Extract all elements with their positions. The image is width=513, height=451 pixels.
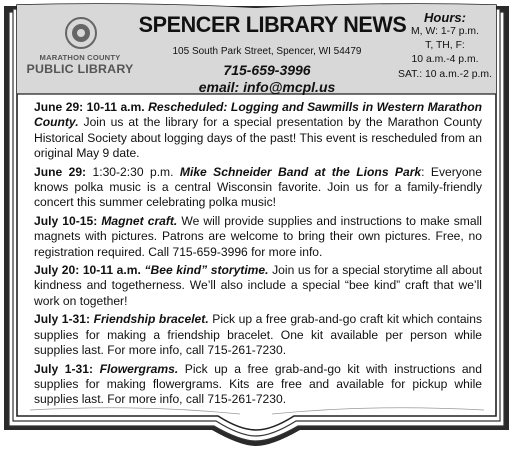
event-item	[34, 312, 482, 358]
event-description: Pick up a free grab-and-go kit with instructions and supplies for making flowergrams. Kits are free and available for pickup while supplies last. For more info, call 715-261-7230.	[34, 361, 482, 407]
event-description: Pick up a free grab-and-go craft kit which contains supplies for making a friendship bracelet. One kit available per person while supplies last. For more info, call 715-261-7230.	[34, 312, 483, 358]
library-address: 105 South Park Street, Spencer, WI 54479	[172, 46, 362, 57]
newsletter-title: SPENCER LIBRARY NEWS	[138, 12, 407, 37]
event-name: Mike Schneider Band at the Lions Park	[179, 164, 422, 179]
hours-line: M, W: 1-7 p.m.	[411, 26, 479, 37]
event-item	[34, 100, 482, 162]
event-date: June 29: 10-11 a.m.	[34, 100, 145, 114]
event-name: Friendship bracelet.	[93, 312, 209, 327]
event-item	[34, 362, 482, 408]
library-logo-icon	[64, 16, 98, 50]
event-date: July 1-31:	[34, 361, 93, 376]
logo-text-library: PUBLIC LIBRARY	[26, 62, 134, 76]
event-name: Magnet craft.	[101, 213, 178, 228]
hours-line: SAT.: 10 a.m.-2 p.m.	[398, 68, 492, 80]
event-date: July 10-15:	[34, 213, 98, 228]
event-name: “Bee kind” storytime.	[144, 263, 269, 278]
event-item	[34, 165, 482, 211]
event-description: We will provide supplies and instructions to make small magnets with pictures. Patrons are welcome to bring their own pictures. Free, no registration required. Call 715-659-3996 for more info.	[34, 213, 482, 259]
event-description: Join us at the library for a special presentation by the Marathon County Historical Society about logging days of the past! This event is rescheduled from an original May 9 date.	[34, 115, 482, 161]
hours-line: T, TH, F:	[425, 40, 465, 52]
event-date: July 20: 10-11 a.m.	[34, 263, 141, 278]
event-description: Join us for a special storytime all about kindness and togetherness. We’ll also include a special “bee kind” craft that we’ll work on together!	[34, 263, 482, 308]
event-time: 1:30-2:30 p.m.	[92, 164, 174, 179]
event-item	[34, 263, 482, 309]
event-date: June 29:	[34, 164, 87, 179]
logo-text-county: MARATHON COUNTY	[39, 53, 121, 62]
hours-line: 10 a.m.-4 p.m.	[411, 54, 479, 66]
event-date: July 1-31:	[34, 312, 90, 327]
newsletter-header	[0, 0, 513, 96]
library-phone: 715-659-3996	[223, 62, 311, 78]
event-description: : Everyone knows polka music is a central Wisconsin favorite. Join us for a family-friendly concert this summer celebrating polka music!	[34, 164, 482, 210]
event-item	[34, 214, 482, 260]
library-logo	[26, 16, 134, 78]
hours-title: Hours:	[424, 10, 466, 25]
library-hours	[392, 10, 498, 82]
events-list	[34, 100, 482, 411]
event-name: Flowergrams.	[99, 361, 179, 376]
event-name: Rescheduled: Logging and Sawmills in Western Marathon County.	[34, 100, 482, 130]
library-email: email: info@mcpl.us	[198, 79, 336, 95]
